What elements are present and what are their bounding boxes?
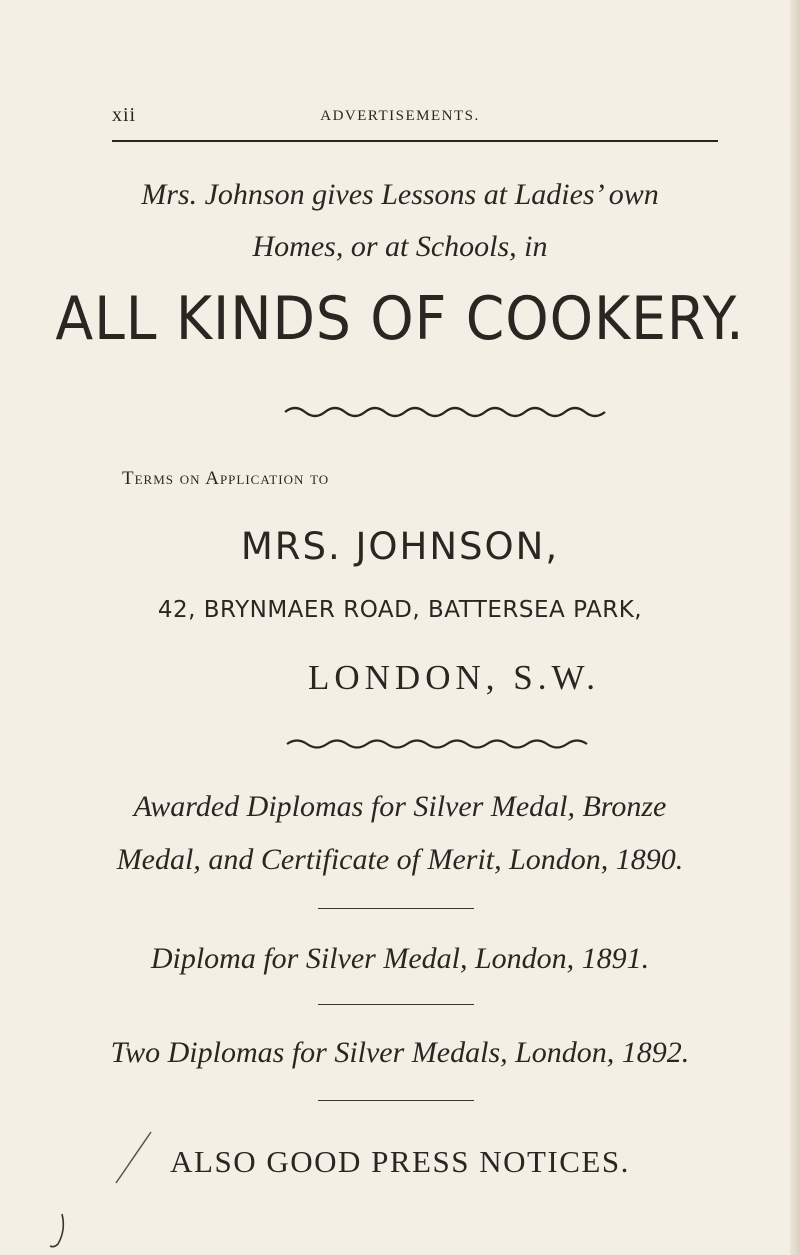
swash-divider-1 (0, 402, 800, 422)
running-head: ADVERTISEMENTS. (320, 108, 480, 124)
awards-rule-1 (318, 908, 474, 909)
header-rule (112, 140, 718, 142)
page-number: xii (112, 104, 137, 126)
contact-address: 42, BRYNMAER ROAD, BATTERSEA PARK, (157, 597, 643, 623)
terms-line: Terms on Application to (122, 468, 330, 489)
swash-divider-2 (0, 734, 800, 754)
contact-name: MRS. JOHNSON, (240, 525, 560, 568)
awards-rule-3 (318, 1100, 474, 1101)
headline: ALL KINDS OF COOKERY. (55, 284, 745, 354)
awards-line-3: Diploma for Silver Medal, London, 1891. (150, 942, 650, 975)
intro-line-1: Mrs. Johnson gives Lessons at Ladies’ own (141, 178, 659, 211)
press-notices: ALSO GOOD PRESS NOTICES. (170, 1144, 630, 1179)
awards-rule-2 (318, 1004, 474, 1005)
awards-line-1: Awarded Diplomas for Silver Medal, Bronze (133, 790, 667, 823)
intro-line-2: Homes, or at Schools, in (252, 230, 548, 263)
pencil-bracket-mark (44, 1210, 74, 1250)
page-header (0, 104, 800, 128)
awards-line-4: Two Diplomas for Silver Medals, London, 1892. (110, 1036, 690, 1069)
awards-line-2: Medal, and Certificate of Merit, London, 1890. (116, 843, 684, 876)
contact-city: LONDON, S.W. (308, 658, 601, 697)
